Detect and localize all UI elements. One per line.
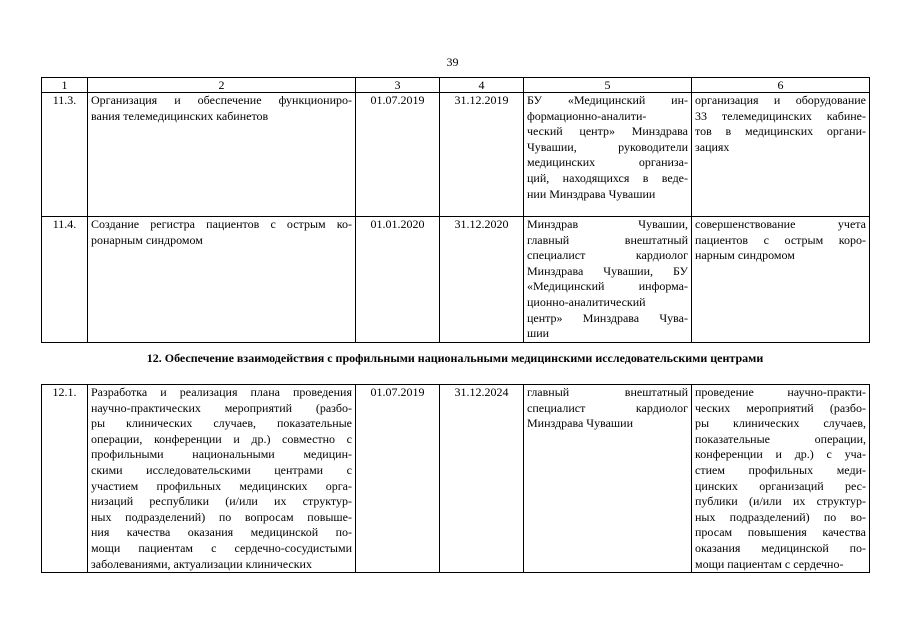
cell-line: шии [527, 326, 550, 341]
cell-line: главный внештатный [527, 385, 688, 399]
responsible-cell [524, 385, 692, 573]
cell-line: Чувашии, руководители [527, 139, 688, 154]
cell-line: заболеваниями, актуализации клинических [91, 556, 312, 571]
cell-line: конференции и др.) с уча- [695, 447, 866, 462]
cell-line: цинских организаций рес- [695, 478, 866, 493]
cell-line: организация и оборудование [695, 93, 866, 107]
cell-line: Создание регистра пациентов с острым ко- [91, 217, 352, 231]
cell-line: вания телемедицинских кабинетов [91, 108, 269, 123]
cell-line: нарным синдромом [695, 248, 795, 263]
row-number: 11.3. [42, 93, 88, 217]
table-row [42, 217, 870, 343]
cell-line: операции, конференции и др.) совместно с [91, 431, 352, 446]
event-cell [88, 217, 356, 343]
cell-line: ронарным синдромом [91, 232, 203, 247]
responsible-cell [524, 93, 692, 217]
cell-line: Минздрав Чувашии, [527, 217, 688, 231]
start-date: 01.01.2020 [356, 217, 440, 343]
cell-line: 33 телемедицинских кабине- [695, 108, 866, 123]
cell-line: главный внештатный [527, 232, 688, 247]
cell-line: ций, находящихся в веде- [527, 170, 688, 185]
cell-line: специалист кардиолог [527, 400, 688, 415]
cell-line: профильными национальными медицин- [91, 447, 352, 462]
cell-line: скими исследовательскими центрами с [91, 462, 352, 477]
table-header-row [42, 78, 870, 93]
cell-line: ческий центр» Минздрава [527, 124, 688, 139]
cell-line: медицинских организа- [527, 155, 688, 170]
plan-table-section-12 [41, 384, 870, 573]
result-cell [692, 93, 870, 217]
cell-line: низаций республики (и/или их структур- [91, 494, 352, 509]
cell-line: БУ «Медицинский ин- [527, 93, 688, 107]
table-row [42, 93, 870, 217]
page-number: 39 [446, 55, 459, 69]
cell-line: Организация и обеспечение функциониро- [91, 93, 352, 107]
cell-line: ческих мероприятий (разбо- [695, 400, 866, 415]
cell-line: оказания медицинской по- [695, 540, 866, 555]
result-cell [692, 385, 870, 573]
cell-line: просам повышения качества [695, 525, 866, 540]
cell-line: Минздрава Чувашии, БУ [527, 263, 688, 278]
row-number: 12.1. [42, 385, 88, 573]
cell-line: ры клинических случаев, показательные [91, 416, 352, 431]
cell-line: Разработка и реализация плана проведения [91, 385, 352, 399]
plan-table [41, 77, 870, 343]
cell-line: зациях [695, 139, 730, 154]
cell-line: Минздрава Чувашии [527, 416, 634, 431]
cell-line: мощи пациентам с сердечно-сосудистыми [91, 540, 352, 555]
column-header: 5 [524, 78, 692, 93]
cell-line: ционно-аналитический [527, 294, 646, 309]
cell-line: ния качества оказания медицинской по- [91, 525, 352, 540]
end-date: 31.12.2024 [440, 385, 524, 573]
cell-line: «Медицинский информа- [527, 279, 688, 294]
end-date: 31.12.2019 [440, 93, 524, 217]
result-cell [692, 217, 870, 343]
cell-line: тов в медицинских органи- [695, 124, 866, 139]
column-header: 2 [88, 78, 356, 93]
cell-line: научно-практических мероприятий (разбо- [91, 400, 352, 415]
cell-line: стием профильных меди- [695, 462, 866, 477]
event-cell [88, 93, 356, 217]
section-heading: 12. Обеспечение взаимодействия с профильными национальными медицинскими исследовательскими центрами [146, 351, 764, 365]
cell-line: нии Минздрава Чувашии [527, 186, 656, 201]
event-cell [88, 385, 356, 573]
cell-line: совершенствование учета [695, 217, 866, 231]
cell-line: мощи пациентам с сердечно- [695, 556, 844, 571]
cell-line: проведение научно-практи- [695, 385, 866, 399]
end-date: 31.12.2020 [440, 217, 524, 343]
column-header: 4 [440, 78, 524, 93]
table-row [42, 385, 870, 573]
cell-line: участием профильных медицинских орга- [91, 478, 352, 493]
cell-line: ных подразделений) по вопросам повыше- [91, 509, 352, 524]
column-header: 3 [356, 78, 440, 93]
responsible-cell [524, 217, 692, 343]
cell-line: специалист кардиолог [527, 248, 688, 263]
cell-line: формационно-аналити- [527, 108, 647, 123]
cell-line: центр» Минздрава Чува- [527, 310, 688, 325]
cell-line: показательные операции, [695, 431, 866, 446]
row-number: 11.4. [42, 217, 88, 343]
start-date: 01.07.2019 [356, 93, 440, 217]
column-header: 1 [42, 78, 88, 93]
column-header: 6 [692, 78, 870, 93]
start-date: 01.07.2019 [356, 385, 440, 573]
cell-line: ных подразделений) по во- [695, 509, 866, 524]
cell-line: публики (и/или их структур- [695, 494, 866, 509]
cell-line: пациентов с острым коро- [695, 232, 866, 247]
cell-line: ры клинических случаев, [695, 416, 866, 431]
